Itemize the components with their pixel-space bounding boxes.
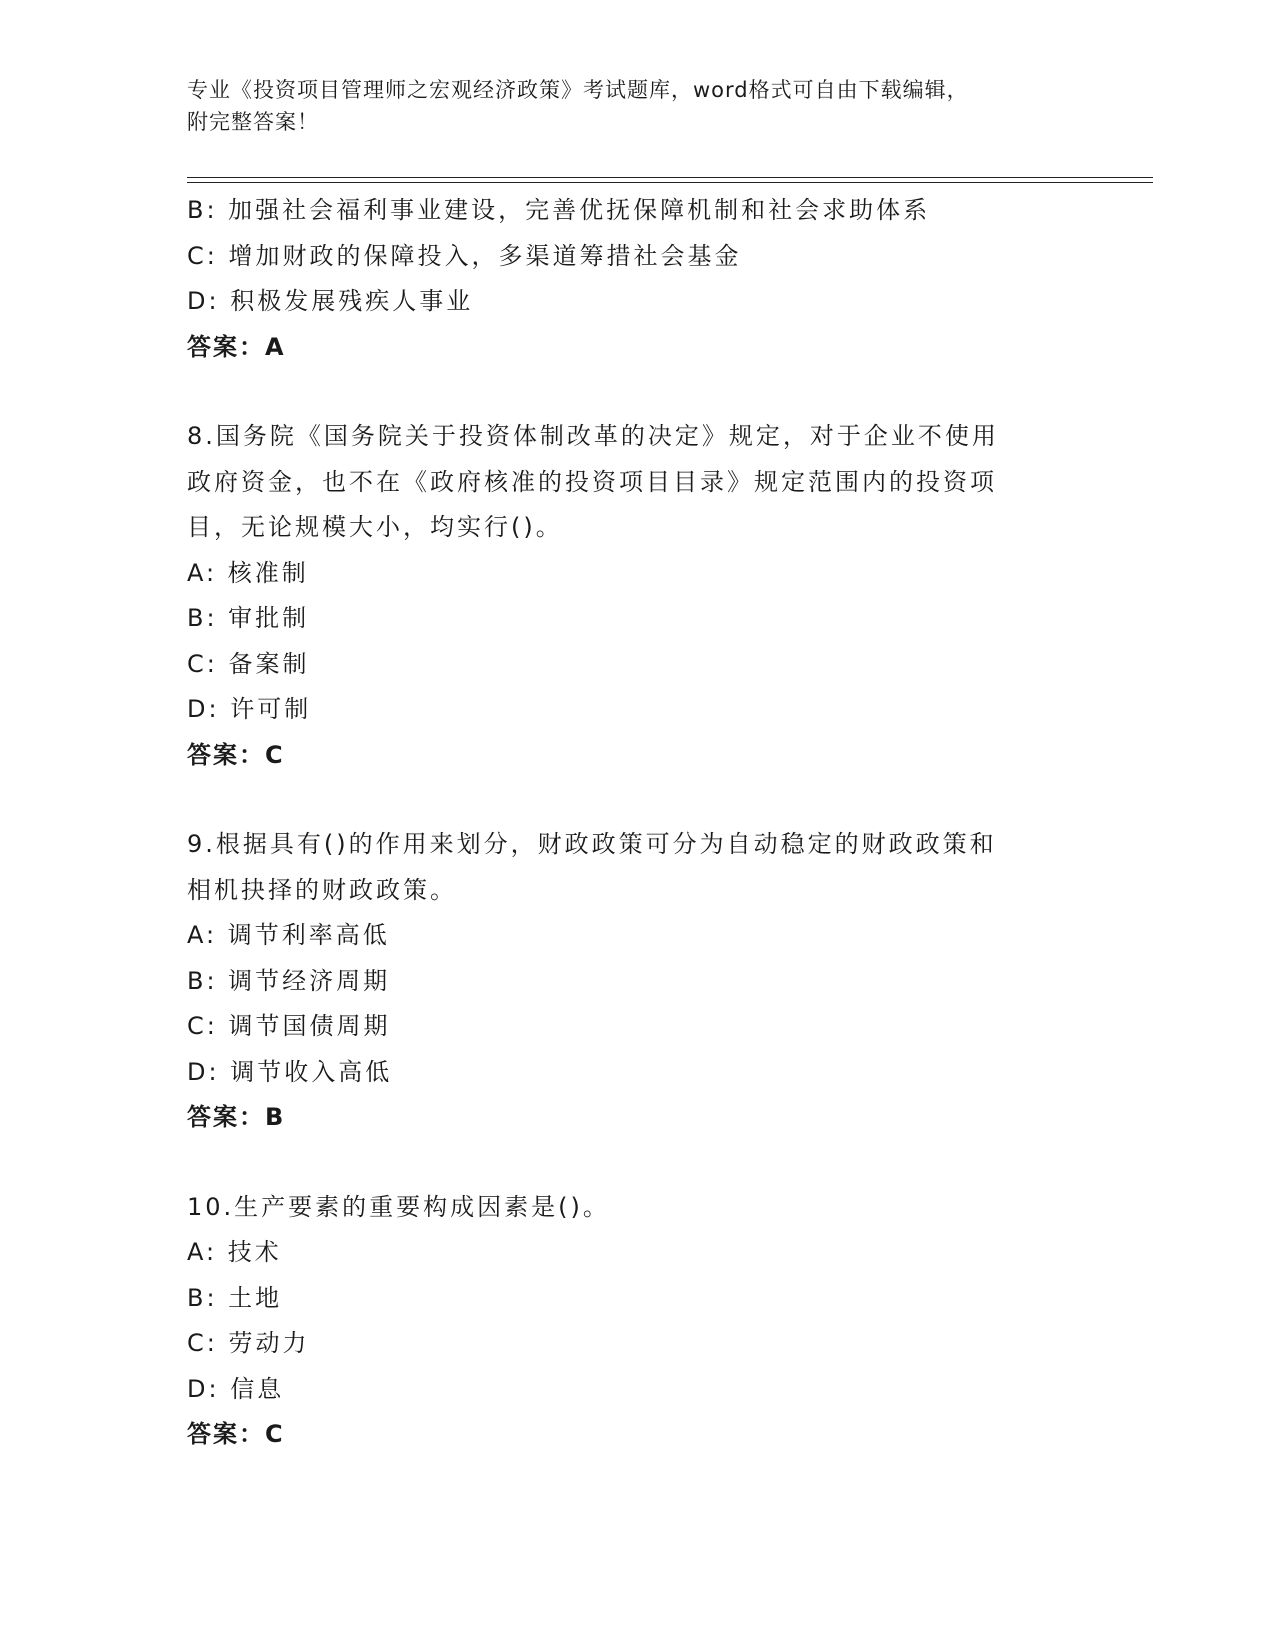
option-a: A: 调节利率高低: [187, 921, 390, 949]
answer-line: 答案：C: [187, 740, 285, 769]
option-b: B: 土地: [187, 1283, 283, 1312]
header-divider-bottom: [187, 182, 1153, 183]
question-block-continued: [187, 188, 1067, 370]
answer-line: 答案：A: [187, 332, 286, 361]
option-b: B: 调节经济周期: [187, 966, 391, 995]
option-c: C: 增加财政的保障投入，多渠道筹措社会基金: [187, 241, 742, 270]
answer-line: 答案：C: [187, 1420, 285, 1448]
spacer: [187, 370, 1067, 414]
header-line-1: 专业《投资项目管理师之宏观经济政策》考试题库，word格式可自由下载编辑，: [187, 78, 969, 102]
question-text-line: 8.国务院《国务院关于投资体制改革的决定》规定，对于企业不使用: [187, 422, 999, 450]
answer-line: 答案：B: [187, 1103, 286, 1131]
option-d: D: 积极发展残疾人事业: [187, 287, 474, 315]
question-text-line: 政府资金，也不在《政府核准的投资项目目录》规定范围内的投资项: [187, 467, 997, 496]
spacer: [187, 1141, 1067, 1185]
option-c: C: 备案制: [187, 649, 310, 678]
question-block-10: [187, 1185, 1067, 1458]
option-c: C: 劳动力: [187, 1329, 310, 1357]
option-a: A: 技术: [187, 1238, 282, 1266]
header-line-2: 附完整答案！: [187, 110, 319, 134]
document-header: [187, 74, 1067, 138]
question-block-9: [187, 822, 1067, 1141]
question-text-line: 10.生产要素的重要构成因素是()。: [187, 1192, 610, 1221]
question-list: [187, 188, 1067, 1458]
option-b: B: 审批制: [187, 604, 310, 632]
option-c: C: 调节国债周期: [187, 1012, 391, 1040]
header-divider-top: [187, 177, 1153, 178]
question-text-line: 9.根据具有()的作用来划分，财政政策可分为自动稳定的财政政策和: [187, 830, 997, 858]
question-text-line: 相机抉择的财政政策。: [187, 875, 457, 904]
question-block-8: [187, 414, 1067, 778]
option-a: A: 核准制: [187, 558, 309, 587]
question-text-line: 目，无论规模大小，均实行()。: [187, 513, 563, 541]
option-d: D: 调节收入高低: [187, 1057, 393, 1086]
spacer: [187, 778, 1067, 822]
option-d: D: 信息: [187, 1374, 285, 1403]
option-b: B: 加强社会福利事业建设，完善优抚保障机制和社会求助体系: [187, 196, 931, 224]
option-d: D: 许可制: [187, 695, 312, 723]
